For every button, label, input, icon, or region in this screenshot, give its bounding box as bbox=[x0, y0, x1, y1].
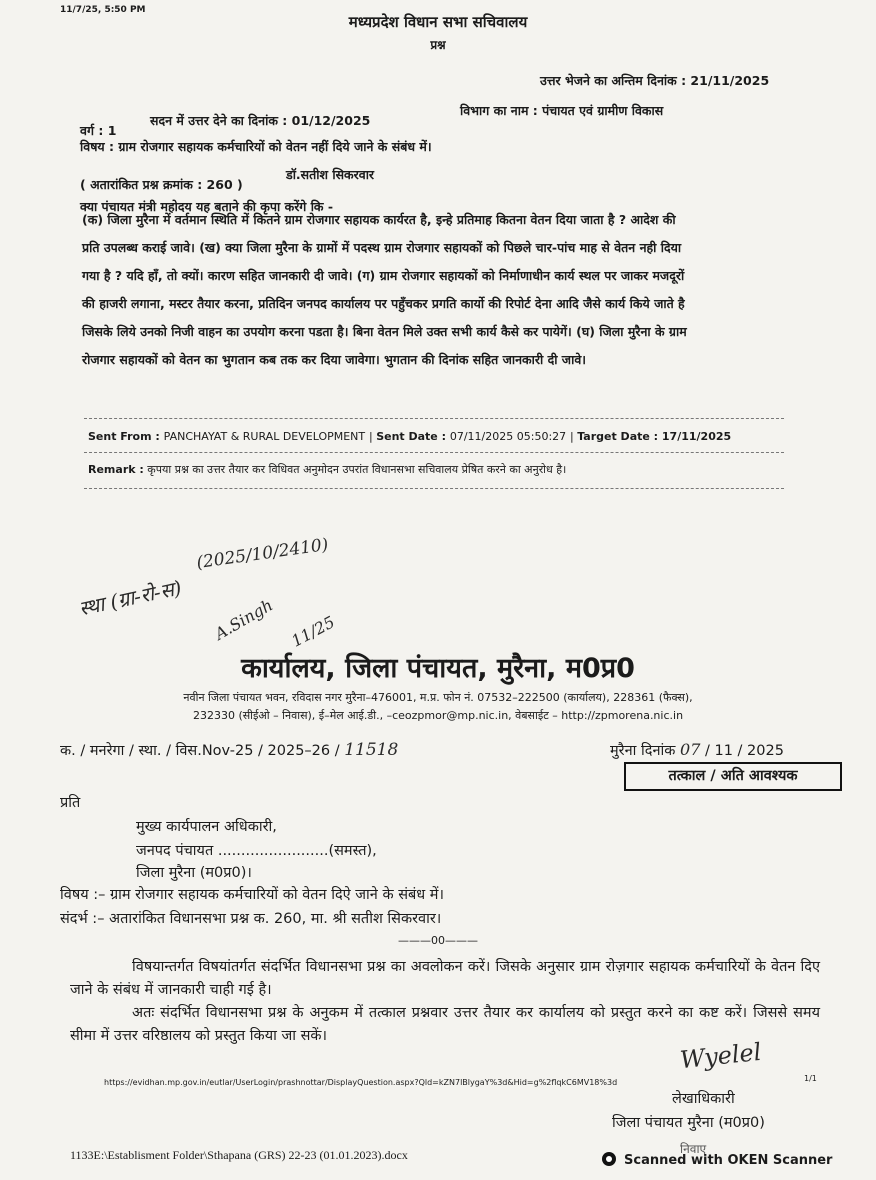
handwritten-date: 11/25 bbox=[288, 612, 338, 651]
section-divider: ———00——— bbox=[398, 934, 478, 947]
question-category: वर्ग : 1 bbox=[80, 123, 117, 138]
scanner-watermark bbox=[602, 1152, 832, 1168]
separator: | bbox=[368, 430, 377, 443]
signatory-designation: लेखाधिकारी bbox=[672, 1091, 735, 1107]
target-date-label: Target Date : bbox=[577, 430, 659, 443]
question-subject: विषय : ग्राम रोजगार सहायक कर्मचारियों को वेतन नहीं दिये जाने के संबंध में। bbox=[80, 139, 432, 154]
office-address-line2: 232330 (सीईओ – निवास), ई–मेल आई.डी., –ceozpmor@mp.nic.in, वेबसाईट – http://zpmorena.nic.in bbox=[192, 709, 684, 722]
signatory-office: जिला पंचायत मुरैना (म0प्र0) bbox=[612, 1115, 765, 1131]
source-url: https://evidhan.mp.gov.in/eutlar/UserLogin/prashnottar/DisplayQuestion.aspx?Qld=kZN7lBlygaY%3d&Hid=g%2flqkC6MV18%3d bbox=[104, 1078, 618, 1087]
office-title: कार्यालय, जिला पंचायत, मुरैना, म0प्र0 bbox=[241, 653, 635, 684]
house-answer-date: सदन में उत्तर देने का दिनांक : 01/12/2025 bbox=[150, 113, 371, 128]
question-line: जिसके लिये उनको निजी वाहन का उपयोग करना पडता है। बिना वेतन मिले उक्त सभी कार्य कैसे कर पायेगें। (घ) जिला मुरैना के ग्राम bbox=[82, 324, 687, 339]
divider-line bbox=[84, 488, 784, 489]
letter-paragraph: अतः संदर्भित विधानसभा प्रश्न के अनुकम में तत्काल प्रश्नवार उत्तर तैयार कर कार्यालय को प्रस्तुत करने का कष्ट करें। जिससे समय सीमा में उत्तर वरिष्ठालय को प्रस्तुत किया जा सकें। bbox=[70, 1005, 820, 1044]
footer-word: निवाए bbox=[680, 1142, 707, 1156]
handwritten-file-number: (2025/10/2410) bbox=[195, 534, 330, 574]
handwritten-signature: Wyelel bbox=[678, 1037, 763, 1075]
sent-from-label: Sent From : bbox=[88, 430, 160, 443]
member-name: डॉ.सतीश सिकरवार bbox=[286, 167, 375, 182]
letter-date bbox=[610, 740, 784, 760]
handwritten-initials: A.Singh bbox=[211, 595, 277, 644]
date-rest: / 11 / 2025 bbox=[705, 743, 784, 759]
question-body bbox=[82, 206, 784, 374]
date-label: मुरैना दिनांक bbox=[610, 743, 676, 759]
sent-from-value: PANCHAYAT & RURAL DEVELOPMENT bbox=[163, 430, 366, 443]
assembly-subtitle: प्रश्न bbox=[430, 38, 446, 52]
separator: | bbox=[570, 430, 578, 443]
letter-subject: विषय :– ग्राम रोजगार सहायक कर्मचारियों को वेतन दिऐ जाने के संबंध में। bbox=[60, 887, 444, 903]
print-timestamp: 11/7/25, 5:50 PM bbox=[60, 5, 146, 15]
reference-number: क. / मनरेगा / स्था. / विस.Nov-25 / 2025–26 / bbox=[60, 743, 340, 759]
question-number: ( अतारांकित प्रश्न क्रमांक : 260 ) bbox=[80, 177, 243, 192]
question-line: प्रति उपलब्ध कराई जावे। (ख) क्या जिला मुरैना के ग्रामों में पदस्थ ग्राम रोजगार सहायकों को पिछले चार-पांच माह से वेतन नही दिया bbox=[82, 240, 682, 255]
last-reply-date: उत्तर भेजने का अन्तिम दिनांक : 21/11/2025 bbox=[540, 73, 770, 88]
assembly-title: मध्यप्रदेश विधान सभा सचिवालय bbox=[348, 13, 528, 31]
addressee-line: जनपद पंचायत ........................(समस्त), bbox=[136, 843, 377, 859]
handwritten-section-note: स्था (ग्रा-रो-स) bbox=[76, 575, 184, 621]
question-line: गया है ? यदि हाँ, तो क्यों। कारण सहित जानकारी दी जावे। (ग) ग्राम रोजगार सहायकों को निर्माणाधीन कार्य स्थल पर जाकर मजदूरों bbox=[82, 268, 685, 283]
page-count: 1/1 bbox=[804, 1074, 817, 1083]
addressee-line: मुख्य कार्यपालन अधिकारी, bbox=[136, 819, 277, 835]
letter-reference-note: संदर्भ :– अतारांकित विधानसभा प्रश्न क. 260, मा. श्री सतीश सिकरवार। bbox=[60, 911, 442, 927]
divider-line bbox=[84, 452, 784, 453]
addressee-line: जिला मुरैना (म0प्र0)। bbox=[136, 865, 252, 881]
letter-paragraph: विषयान्तर्गत विषयांतर्गत संदर्भित विधानसभा प्रश्न का अवलोकन करें। जिसके अनुसार ग्राम रोज़गार सहायक कर्मचारियों के वेतन दिए जाने के संबंध में जानकारी चाही गई है। bbox=[70, 959, 820, 998]
sent-info bbox=[88, 430, 731, 443]
question-line: (क) जिला मुरैना में वर्तमान स्थिति में कितने ग्राम रोजगार सहायक कार्यरत है, इन्हे प्रतिमाह कितना वेतन दिया जाता है ? आदेश की bbox=[82, 212, 676, 227]
office-address-line1: नवीन जिला पंचायत भवन, रविदास नगर मुरैना–476001, म.प्र. फोन नं. 07532–222500 (कार्यालय), 228361 (फैक्स), bbox=[183, 691, 693, 704]
divider-line bbox=[84, 418, 784, 419]
question-intro: क्या पंचायत मंत्री महोदय यह बताने की कृपा करेंगे कि - bbox=[80, 199, 334, 214]
target-date-value: 17/11/2025 bbox=[661, 430, 732, 443]
letter-reference bbox=[60, 740, 398, 760]
remark-text: कृपया प्रश्न का उत्तर तैयार कर विधिवत अनुमोदन उपरांत विधानसभा सचिवालय प्रेषित करने का अनुरोध है। bbox=[147, 463, 567, 476]
department-name: विभाग का नाम : पंचायत एवं ग्रामीण विकास bbox=[460, 103, 664, 118]
remark bbox=[88, 462, 566, 477]
handwritten-dispatch-number: 11518 bbox=[344, 740, 399, 760]
letter-body bbox=[70, 956, 820, 1048]
urgent-stamp: तत्काल / अति आवश्यक bbox=[624, 762, 842, 791]
scanner-logo-icon bbox=[602, 1152, 620, 1166]
sent-date-label: Sent Date : bbox=[376, 430, 446, 443]
prati-label: प्रति bbox=[60, 795, 81, 811]
file-path-footer: 1133E:\Establisment Folder\Sthapana (GRS) 22-23 (01.01.2023).docx bbox=[70, 1148, 408, 1162]
scanner-watermark-text: Scanned with OKEN Scanner bbox=[624, 1153, 833, 1168]
question-line: की हाजरी लगाना, मस्टर तैयार करना, प्रतिदिन जनपद कार्यालय पर पहुँचकर प्रगति कार्यो की रिपोर्ट देना आदि जैसे कार्य किये जाते है bbox=[82, 296, 685, 311]
remark-label: Remark : bbox=[88, 463, 144, 476]
question-line: रोजगार सहायकों को वेतन का भुगतान कब तक कर दिया जावेगा। भुगतान की दिनांक सहित जानकारी दी जावे। bbox=[82, 352, 587, 367]
sent-date-value: 07/11/2025 05:50:27 bbox=[449, 430, 567, 443]
handwritten-day: 07 bbox=[680, 740, 701, 759]
